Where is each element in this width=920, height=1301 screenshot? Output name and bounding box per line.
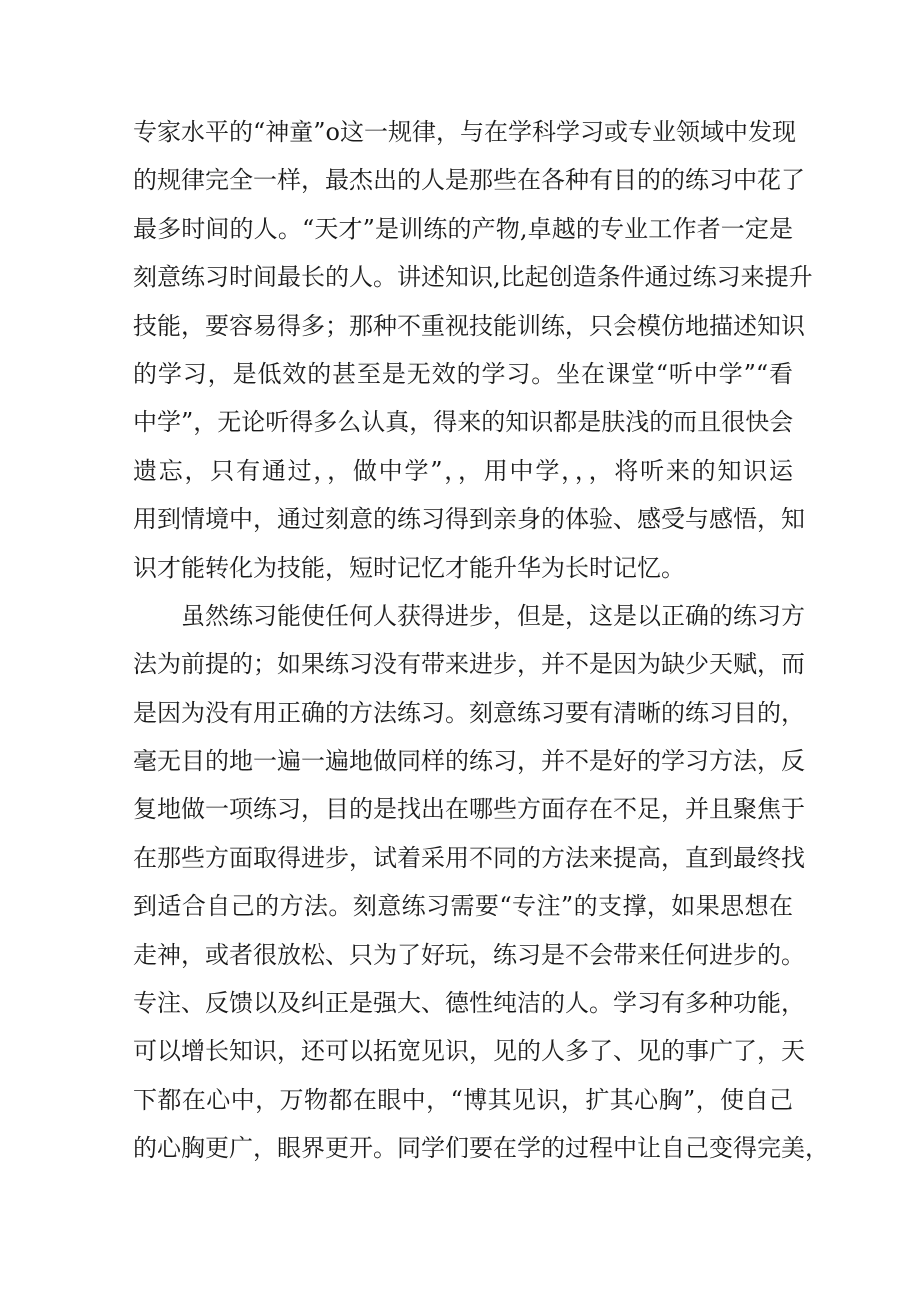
- paragraph-line: 走神，或者很放松、只为了好玩，练习是不会带来任何进步的。: [133, 940, 805, 969]
- paragraph-line: 法为前提的；如果练习没有带来进步，并不是因为缺少天赋，而: [133, 650, 805, 679]
- paragraph-line: 的学习，是低效的甚至是无效的学习。坐在课堂“听中学”“看: [133, 359, 793, 388]
- paragraph-line: 的规律完全一样，最杰出的人是那些在各种有目的的练习中花了: [133, 166, 805, 195]
- paragraph-line: 下都在心中，万物都在眼中，“博其见识，扩其心胸”，使自己: [133, 1085, 793, 1114]
- paragraph-line: 在那些方面取得进步，试着采用不同的方法来提高，直到最终找: [133, 843, 805, 872]
- paragraph-line: 毫无目的地一遍一遍地做同样的练习，并不是好的学习方法，反: [133, 747, 805, 776]
- paragraph-line: 专家水平的“神童”o这一规律，与在学科学习或专业领域中发现: [133, 118, 796, 146]
- paragraph-line: 可以增长知识，还可以拓宽见识，见的人多了、见的事广了，天: [133, 1037, 805, 1066]
- document-body: [133, 108, 829, 1173]
- paragraph-line: 最多时间的人。“天才”是训练的产物,卓越的专业工作者一定是: [133, 214, 793, 243]
- paragraph-line: 用到情境中，通过刻意的练习得到亲身的体验、感受与感悟，知: [133, 505, 805, 534]
- paragraph-line: 是因为没有用正确的方法练习。刻意练习要有清晰的练习目的，: [133, 698, 805, 727]
- paragraph-line: 专注、反馈以及纠正是强大、德性纯洁的人。学习有多种功能，: [133, 989, 805, 1018]
- paragraph-1: [133, 108, 813, 592]
- paragraph-line: 的心胸更广，眼界更开。同学们要在学的过程中让自己变得完美，: [133, 1134, 829, 1163]
- paragraph-line: 技能，要容易得多；那种不重视技能训练，只会模仿地描述知识: [133, 311, 805, 340]
- paragraph-line: 到适合自己的方法。刻意练习需要“专注”的支撑，如果思想在: [133, 892, 793, 921]
- paragraph-line: 虽然练习能使任何人获得进步，但是，这是以正确的练习方: [181, 601, 805, 630]
- paragraph-line: 刻意练习时间最长的人。讲述知识,比起创造条件通过练习来提升: [133, 263, 813, 292]
- paragraph-2: [133, 592, 829, 1173]
- paragraph-line: 中学”，无论听得多么认真，得来的知识都是肤浅的而且很快会: [133, 408, 794, 437]
- paragraph-line: 复地做一项练习，目的是找出在哪些方面存在不足，并且聚焦于: [133, 795, 805, 824]
- paragraph-line: 识才能转化为技能，短时记忆才能升华为长时记忆。: [133, 553, 685, 582]
- paragraph-line: 遗忘，只有通过，，做中学”，，用中学，，，将听来的知识运: [133, 456, 793, 485]
